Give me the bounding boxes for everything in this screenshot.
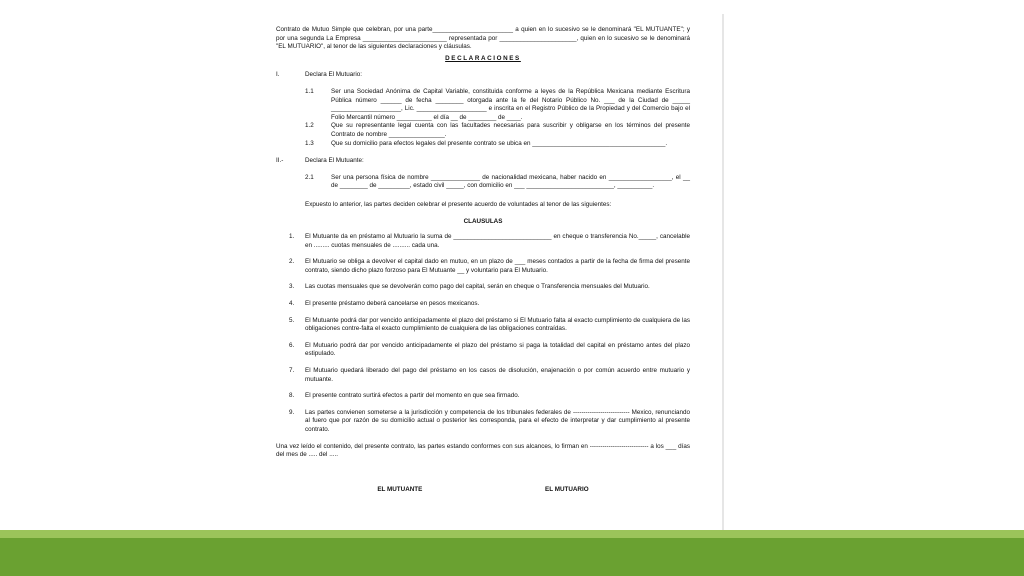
- clause-number: 3.: [289, 283, 295, 291]
- section-label: Declara El Mutuario:: [305, 71, 363, 79]
- clause-item: [289, 300, 690, 309]
- clause-number: 4.: [289, 300, 295, 308]
- footer-band-dark: [0, 538, 1024, 576]
- item-text: Que su domicilio para efectos legales del presente contrato se ubica en ______________________________________.: [331, 139, 668, 147]
- clause-item: [289, 283, 690, 292]
- section-number: II.-: [276, 157, 284, 165]
- clauses-title: CLAUSULAS: [463, 217, 503, 225]
- signature-mutuante: EL MUTUANTE: [377, 485, 423, 493]
- item-number: 1.2: [305, 122, 314, 130]
- clause-text: El Mutuante podrá dar por vencido anticipadamente el plazo del préstamo si El Mutuario falta al exacto cumplimiento de cualquiera de las obligaciones contre-falta el exacto cumplimiento de cualquiera de las obligaciones contraídas.: [305, 316, 690, 333]
- contract-opening: Contrato de Mutuo Simple que celebran, por una parte_______________________ a quien en lo sucesivo se le denominará "EL MUTUANTE"; y por una segunda La Empresa ________________________ representada por ______________________, quien en lo sucesivo se le denominará "EL MUTUARIO", al tenor de las siguientes declaraciones y cláusulas.: [276, 26, 690, 51]
- clause-number: 5.: [289, 316, 295, 324]
- clause-number: 1.: [289, 233, 295, 241]
- clause-text: Las cuotas mensuales que se devolverán como pago del capital, serán en cheque o Transferencia mensuales del Mutuario.: [305, 283, 650, 291]
- clause-number: 9.: [289, 408, 295, 416]
- item-number: 2.1: [305, 173, 314, 181]
- clause-text: El Mutuario podrá dar por vencido anticipadamente el plazo del préstamo si paga la totalidad del capital en préstamo antes del plazo estipulado.: [305, 341, 690, 358]
- item-text: Ser una Sociedad Anónima de Capital Variable, constituida conforme a leyes de la República Mexicana mediante Escritura Pública número ______ de fecha ________ otorgada ante la fe del Notario Público No. ___ de la Ciudad de _____ ____________________, Lic. ____________________ e inscrita en el Registro Público de la Propiedad y del Comercio bajo el Folio Mercantil número __________ el día __ de ________ de ____.: [331, 87, 690, 121]
- clause-number: 8.: [289, 392, 295, 400]
- clause-item: [289, 409, 690, 435]
- clauses-intro: Expuesto lo anterior, las partes deciden celebrar el presente acuerdo de voluntades al tenor de las siguientes:: [305, 200, 612, 208]
- item-text: Ser una persona física de nombre ______________ de nacionalidad mexicana, haber nacido en __________________, el __ de ________ de _________, estado civil _____, con domicilio en ___ _________________________, __________.: [331, 173, 690, 190]
- section-i-header: [276, 71, 690, 80]
- clause-number: 6.: [289, 341, 295, 349]
- clause-item: [289, 342, 690, 359]
- signature-mutuario: EL MUTUARIO: [545, 485, 589, 493]
- contract-closing: Una vez leído el contenido, del presente contrato, las partes estando conformes con sus alcances, lo firman en ---------------------------- a los ___ días del mes de ..... del .....: [276, 442, 690, 459]
- declaration-item: [305, 140, 690, 149]
- clause-text: El Mutuario se obliga a devolver el capital dado en mutuo, en un plazo de ___ meses contados a partir de la fecha de firma del presente contrato, siendo dicho plazo forzoso para El Mutuante __ y voluntario para El Mutuario.: [305, 258, 690, 274]
- clause-text: Las partes convienen someterse a la jurisdicción y competencia de los tribunales federales de --------------------------- Mexico, renunciando al fuero que por razón de su domicilio actual o posterior les corresponda, para el efecto de interpretar y dar cumplimiento al presente contrato.: [305, 408, 690, 433]
- clause-text: El presente contrato surtirá efectos a partir del momento en que sea firmado.: [305, 392, 520, 400]
- section-label: Declara El Mutuante:: [305, 157, 364, 165]
- section-number: I.: [276, 71, 280, 79]
- footer-band-light: [0, 530, 1024, 538]
- item-number: 1.1: [305, 87, 314, 95]
- item-number: 1.3: [305, 139, 314, 147]
- signature-block: [276, 486, 690, 495]
- clause-number: 2.: [289, 258, 295, 266]
- declaration-item: [305, 122, 690, 139]
- declaration-item: [305, 174, 690, 191]
- clause-item: [289, 367, 690, 384]
- clause-item: [289, 233, 690, 250]
- clause-text: El presente préstamo deberá cancelarse en pesos mexicanos.: [305, 300, 480, 308]
- clause-item: [289, 258, 690, 275]
- declaration-item: [305, 88, 690, 122]
- section-ii-header: [276, 157, 690, 166]
- clause-text: El Mutuante da en préstamo al Mutuario la suma de ____________________________ en cheque o transferencia No._____, cancelable en ......... cuotas mensuales de .......... cada una.: [305, 233, 690, 249]
- clause-text: El Mutuario quedará liberado del pago del préstamo en los casos de disolución, enajenación o por común acuerdo entre mutuario y mutuante.: [305, 367, 690, 383]
- declarations-heading: DECLARACIONES: [445, 54, 521, 62]
- clause-item: [289, 392, 690, 401]
- page-edge-divider: [722, 14, 724, 530]
- clause-number: 7.: [289, 367, 295, 375]
- clause-item: [289, 317, 690, 334]
- item-text: Que su representante legal cuenta con las facultades necesarias para suscribir y obligarse en los términos del presente Contrato de nombre ________________.: [331, 122, 690, 138]
- contract-document: [276, 26, 690, 494]
